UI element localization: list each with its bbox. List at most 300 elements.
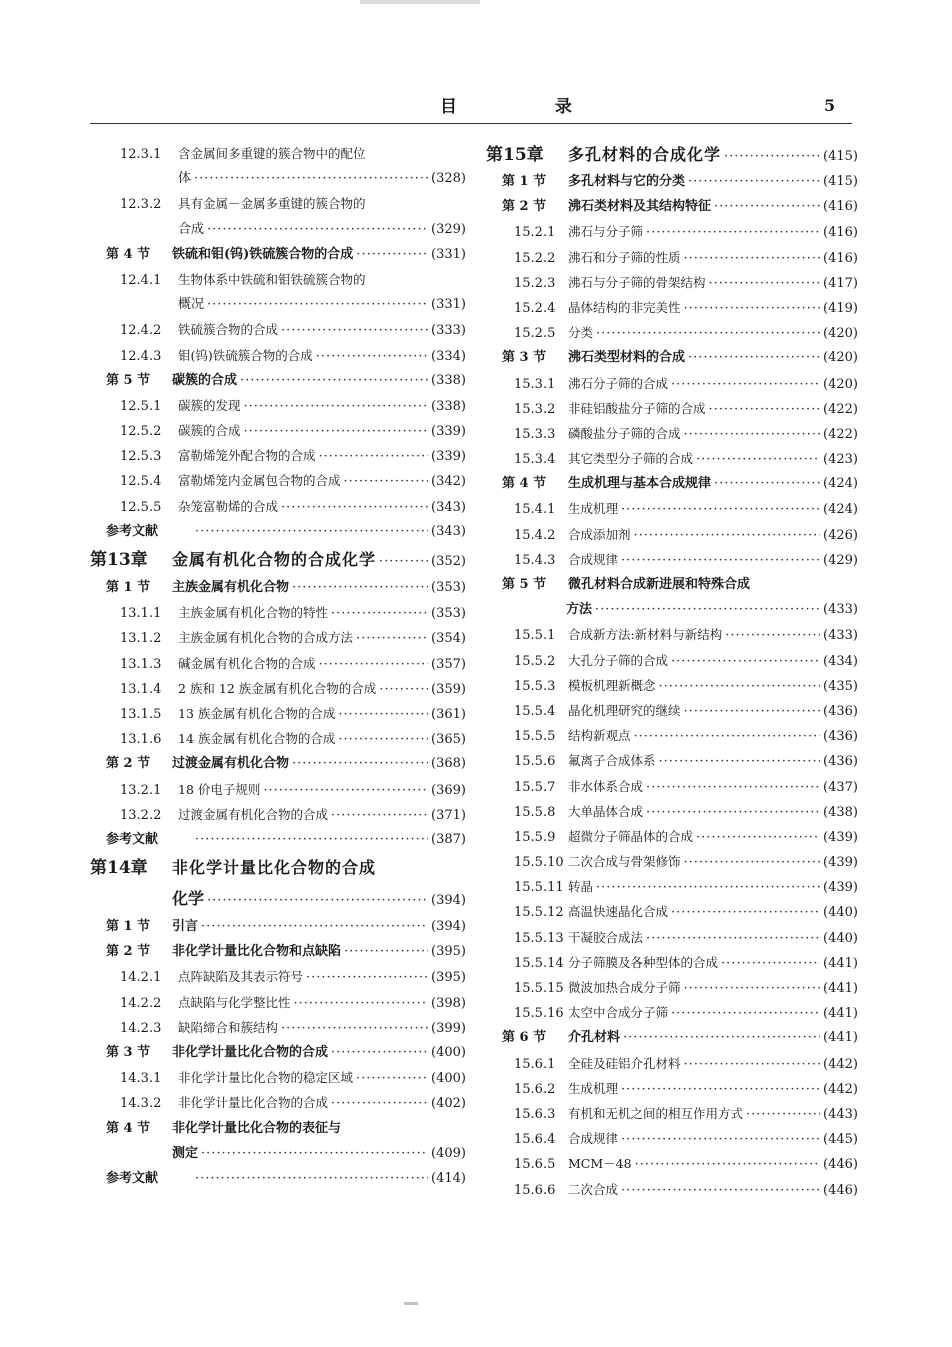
toc-entry-page: (417) [823, 275, 858, 291]
toc-entry-number: 14.3.1 [120, 1071, 162, 1087]
toc-entry-number: 15.5.5 [514, 729, 556, 745]
toc-entry-number: 15.6.1 [514, 1056, 556, 1072]
toc-entry [486, 572, 858, 597]
toc-entry-number: 第 1 节 [502, 174, 547, 189]
toc-entry-number: 15.2.5 [514, 326, 556, 342]
dot-leader [356, 1066, 428, 1091]
toc-entry-title: 高温快速晶化合成 [568, 904, 669, 920]
toc-entry-number: 12.3.1 [120, 147, 162, 162]
toc-entry-page: (354) [431, 631, 466, 647]
dot-leader [338, 727, 428, 752]
toc-entry-title: 生物体系中铁硫和钼铁硫簇合物的 [178, 271, 366, 287]
toc-entry-page: (433) [823, 602, 858, 618]
toc-entry-page: (420) [823, 350, 858, 366]
toc-entry-number: 15.5.11 [514, 880, 564, 896]
toc-entry-page: (394) [431, 919, 466, 935]
toc-entry-title: 晶化机理研究的继续 [568, 702, 681, 718]
toc-entry-number: 15.5.6 [514, 754, 556, 770]
dot-leader [356, 242, 428, 267]
toc-entry-page: (438) [823, 804, 858, 820]
toc-entry-title: 体 [178, 171, 192, 187]
toc-entry-title: 太空中合成分子筛 [568, 1005, 669, 1021]
toc-entry [90, 726, 466, 751]
toc-left-column [90, 141, 466, 1191]
toc-entry [90, 990, 466, 1015]
toc-entry-title: 碳簇的合成 [178, 423, 241, 439]
dot-leader [595, 597, 820, 622]
toc-entry [486, 799, 858, 824]
dot-leader [331, 1040, 428, 1065]
dot-leader [671, 1001, 820, 1026]
toc-entry-page: (419) [823, 300, 858, 316]
dot-leader [195, 1166, 428, 1191]
toc-entry [90, 651, 466, 676]
toc-entry-number: 12.5.5 [120, 499, 162, 515]
toc-entry-title: 沸石类型材料的合成 [568, 350, 686, 366]
toc-entry-title: 过渡金属有机化合物的合成 [178, 806, 329, 822]
toc-entry-title: 非化学计量比化合物的合成 [172, 1045, 329, 1060]
dot-leader [344, 469, 429, 494]
toc-entry-page: (414) [431, 1170, 466, 1186]
toc-entry-number: 12.5.4 [120, 474, 162, 490]
dot-leader [696, 825, 820, 850]
toc-entry [90, 242, 466, 267]
toc-entry [486, 698, 858, 723]
toc-entry-page: (398) [431, 995, 466, 1011]
toc-entry-title: 概况 [178, 297, 205, 313]
toc-entry-number: 15.3.4 [514, 452, 556, 468]
dot-leader [319, 652, 429, 677]
toc-entry-title: 富勒烯笼外配合物的合成 [178, 448, 316, 464]
dot-leader [724, 143, 820, 171]
toc-entry-number: 15.5.8 [514, 804, 556, 820]
toc-entry-title: 铁硫簇合物的合成 [178, 322, 279, 338]
toc-entry-title: 合成规律 [568, 1131, 619, 1147]
toc-entry-page: (424) [823, 476, 858, 492]
toc-entry-number: 15.4.1 [514, 502, 556, 518]
toc-entry [90, 292, 466, 317]
toc-entry-number: 13.2.1 [120, 782, 162, 798]
toc-entry-page: (399) [431, 1020, 466, 1036]
dot-leader [319, 444, 429, 469]
toc-entry-title: 主族金属有机化合物 [172, 580, 290, 595]
toc-entry-title: 点阵缺陷及其表示符号 [178, 969, 304, 985]
toc-entry-title: 分子筛膜及各种型体的合成 [568, 954, 719, 970]
toc-entry-page: (394) [431, 893, 466, 909]
toc-entry-title: 金属有机化合物的合成化学 [172, 550, 377, 569]
toc-entry-title: 非化学计量比化合物的表征与 [172, 1120, 342, 1136]
toc-entry-title: 合成 [178, 221, 205, 237]
toc-entry [90, 468, 466, 493]
dot-leader [621, 497, 820, 522]
toc-entry-page: (338) [431, 372, 466, 388]
toc-entry-title: 生成机理 [568, 501, 619, 517]
dot-leader [281, 1016, 428, 1041]
toc-entry [90, 191, 466, 216]
toc-entry [486, 673, 858, 698]
dot-leader [207, 292, 428, 317]
toc-entry-title: 其它类型分子筛的合成 [568, 451, 694, 467]
dot-leader [646, 800, 820, 825]
toc-entry-number: 12.4.1 [120, 272, 162, 288]
toc-entry-number: 15.5.10 [514, 855, 564, 871]
toc-entry-title: 过渡金属有机化合物 [172, 756, 290, 772]
toc-entry [486, 141, 858, 169]
toc-entry-page: (395) [431, 970, 466, 986]
toc-entry [90, 939, 466, 964]
toc-entry-title: 介孔材料 [568, 1030, 621, 1046]
toc-entry-title: 钼(钨)铁硫簇合物的合成 [178, 347, 313, 363]
toc-entry [486, 723, 858, 748]
dot-leader [292, 575, 428, 600]
toc-entry-title: 13 族金属有机化合物的合成 [178, 705, 336, 721]
toc-entry-number: 15.6.2 [514, 1081, 556, 1097]
toc-entry-page: (331) [431, 246, 466, 262]
toc-entry-title: 合成规律 [568, 551, 619, 567]
toc-entry [486, 421, 858, 446]
dot-leader [240, 368, 428, 393]
toc-entry-number: 13.1.5 [120, 706, 162, 722]
toc-entry [486, 975, 858, 1000]
toc-entry-title: 非化学计量比化合物的稳定区域 [178, 1070, 354, 1086]
toc-entry-number: 第 2 节 [106, 944, 151, 960]
toc-entry [486, 1177, 858, 1202]
toc-entry-number: 15.3.3 [514, 426, 556, 442]
toc-entry [90, 1040, 466, 1065]
dot-leader [379, 677, 428, 702]
dot-leader [688, 345, 820, 370]
dot-leader [709, 397, 821, 422]
toc-entry-page: (338) [431, 398, 466, 414]
dot-leader [207, 217, 428, 242]
toc-entry-number: 15.3.1 [514, 376, 556, 392]
toc-entry-page: (400) [431, 1045, 466, 1060]
toc-entry-number: 第14章 [90, 858, 148, 879]
toc-entry-number: 第 3 节 [106, 1045, 151, 1060]
toc-entry-page: (429) [823, 552, 858, 568]
dot-leader [646, 926, 820, 951]
toc-entry-page: (435) [823, 678, 858, 694]
toc-entry-page: (436) [823, 703, 858, 719]
toc-entry-page: (420) [823, 376, 858, 392]
toc-entry [486, 1101, 858, 1126]
toc-entry-page: (436) [823, 729, 858, 745]
dot-leader [331, 1091, 428, 1116]
toc-entry [90, 883, 466, 914]
toc-entry-page: (439) [823, 829, 858, 845]
toc-entry-number: 15.2.3 [514, 275, 556, 291]
toc-entry-number: 15.5.4 [514, 703, 556, 719]
toc-entry-title: 碱金属有机化合物的合成 [178, 655, 316, 671]
toc-entry-page: (442) [823, 1056, 858, 1072]
dot-leader [331, 601, 428, 626]
toc-entry-page: (339) [431, 424, 466, 440]
toc-entry-number: 第 3 节 [502, 350, 547, 366]
toc-entry-title: 干凝胶合成法 [568, 929, 644, 945]
toc-entry-number: 第 4 节 [106, 1120, 151, 1136]
toc-entry-page: (387) [431, 831, 466, 847]
dot-leader [195, 519, 428, 544]
dot-leader [194, 166, 428, 191]
toc-entry [90, 964, 466, 989]
toc-entry-title: 非化学计量比化合物的合成 [172, 858, 377, 878]
toc-entry [90, 418, 466, 443]
toc-entry-page: (441) [823, 955, 858, 971]
toc-entry-page: (416) [823, 250, 858, 266]
dot-leader [659, 674, 821, 699]
toc-entry-number: 15.5.9 [514, 829, 556, 845]
dot-leader [671, 900, 820, 925]
toc-entry-title: 沸石分子筛的合成 [568, 375, 669, 391]
toc-entry [486, 295, 858, 320]
dot-leader [292, 751, 428, 776]
dot-leader [635, 1152, 820, 1177]
toc-entry-title: 富勒烯笼内金属包合物的合成 [178, 473, 341, 489]
toc-entry [90, 751, 466, 776]
toc-entry-number: 第 6 节 [502, 1030, 547, 1046]
toc-entry-title: 磷酸盐分子筛的合成 [568, 425, 681, 441]
toc-entry [90, 267, 466, 292]
dot-leader [331, 803, 428, 828]
toc-entry [90, 443, 466, 468]
toc-entry-title: 晶体结构的非完美性 [568, 299, 681, 315]
dot-leader [688, 169, 820, 194]
toc-entry-number: 13.1.3 [120, 656, 162, 672]
dot-leader [714, 194, 820, 219]
toc-entry-page: (402) [431, 1096, 466, 1112]
toc-entry-number: 15.5.15 [514, 981, 564, 996]
toc-entry-number: 14.2.1 [120, 970, 162, 986]
toc-entry-page: (443) [823, 1106, 858, 1122]
toc-entry [90, 1116, 466, 1141]
toc-entry-title: 含金属间多重键的簇合物中的配位 [178, 146, 366, 161]
toc-entry-page: (434) [823, 653, 858, 669]
toc-entry [90, 1141, 466, 1166]
page-title: 目 录 [440, 97, 618, 117]
toc-entry-number: 15.4.3 [514, 552, 556, 568]
toc-entry-title: 方法 [566, 602, 593, 618]
toc-entry-title: 超微分子筛晶体的合成 [568, 828, 694, 844]
toc-entry [90, 575, 466, 600]
toc-entry-page: (441) [823, 1006, 858, 1022]
toc-entry [486, 496, 858, 521]
scan-artifact [360, 0, 480, 4]
toc-entry-title: 转晶 [568, 879, 594, 895]
toc-entry-title: 非水体系合成 [568, 778, 644, 794]
toc-entry [486, 345, 858, 370]
toc-entry-number: 13.1.2 [120, 631, 162, 647]
dot-leader [621, 1127, 820, 1152]
toc-entry-number: 15.6.3 [514, 1106, 556, 1122]
toc-entry-number: 第 2 节 [106, 756, 151, 772]
toc-entry-number: 13.1.1 [120, 606, 162, 622]
toc-entry-page: (352) [431, 554, 466, 569]
toc-entry [90, 676, 466, 701]
toc-entry-title: 杂笼富勒烯的合成 [178, 498, 279, 514]
toc-entry [90, 368, 466, 393]
toc-entry [486, 774, 858, 799]
toc-entry-page: (329) [431, 221, 466, 237]
toc-entry-page: (331) [431, 297, 466, 313]
toc-entry-page: (334) [431, 348, 466, 364]
toc-entry-page: (400) [431, 1071, 466, 1087]
dot-leader [207, 885, 428, 916]
toc-entry-title: 沸石类材料及其结构特征 [568, 199, 712, 215]
dot-leader [201, 1141, 428, 1166]
toc-entry-title: 具有金属－金属多重键的簇合物的 [178, 196, 366, 212]
toc-entry [90, 519, 466, 544]
toc-entry-number: 15.5.12 [514, 905, 564, 921]
toc-entry-title: 合成新方法:新材料与新结构 [568, 627, 723, 643]
toc-entry-page: (442) [823, 1081, 858, 1097]
toc-entry-number: 15.5.7 [514, 779, 556, 795]
dot-leader [671, 372, 820, 397]
toc-entry-number: 参考文献 [106, 523, 159, 539]
dot-leader [195, 827, 428, 852]
toc-entry-number: 15.5.13 [514, 930, 564, 946]
toc-entry-number: 第15章 [486, 145, 544, 165]
toc-entry-number: 15.6.4 [514, 1132, 556, 1148]
toc-entry-number: 15.3.2 [514, 401, 556, 417]
dot-leader [316, 344, 428, 369]
toc-entry-page: (339) [431, 449, 466, 465]
toc-entry-page: (433) [823, 628, 858, 644]
toc-entry-title: 多孔材料与它的分类 [568, 174, 686, 189]
toc-entry-page: (441) [823, 1030, 858, 1046]
toc-entry-page: (437) [823, 779, 858, 795]
toc-entry-page: (353) [431, 580, 466, 595]
toc-entry [486, 899, 858, 924]
toc-entry-title: 模板机理新概念 [568, 677, 656, 693]
toc-entry-number: 15.5.1 [514, 628, 556, 644]
toc-entry-page: (440) [823, 905, 858, 921]
toc-entry-page: (342) [431, 474, 466, 490]
page-number: 5 [824, 96, 836, 115]
toc-entry-number: 12.5.3 [120, 449, 162, 465]
toc-entry [486, 597, 858, 622]
toc-entry [90, 393, 466, 418]
toc-entry-number: 第 2 节 [502, 199, 547, 215]
toc-entry-title: 18 价电子规则 [178, 781, 261, 797]
toc-entry [90, 777, 466, 802]
toc-entry-title: 结构新观点 [568, 728, 631, 744]
toc-entry-title: 分类 [568, 325, 594, 341]
toc-entry [486, 522, 858, 547]
toc-entry-title: 测定 [172, 1145, 199, 1161]
dot-leader [684, 246, 821, 271]
toc-entry-number: 12.5.2 [120, 424, 162, 440]
toc-entry [90, 914, 466, 939]
toc-entry-title: 有机和无机之间的相互作用方式 [568, 1105, 744, 1121]
toc-entry-page: (423) [823, 452, 858, 468]
toc-entry-number: 15.2.4 [514, 300, 556, 316]
toc-entry-page: (343) [431, 499, 466, 515]
dot-leader [596, 321, 820, 346]
toc-entry [486, 446, 858, 471]
toc-entry [486, 245, 858, 270]
toc-entry-title: 化学 [172, 889, 205, 909]
toc-entry-page: (353) [431, 606, 466, 622]
toc-entry-number: 15.2.1 [514, 225, 556, 241]
toc-entry-page: (416) [823, 199, 858, 215]
toc-entry-title: 碳簇的合成 [172, 372, 238, 388]
toc-entry-number: 第 4 节 [106, 246, 151, 262]
toc-entry [90, 827, 466, 852]
toc-entry-title: 生成机理 [568, 1080, 619, 1096]
toc-entry-title: 氟离子合成体系 [568, 753, 656, 769]
toc-entry-page: (445) [823, 1132, 858, 1148]
toc-entry [90, 1166, 466, 1191]
toc-entry [486, 622, 858, 647]
toc-entry [90, 802, 466, 827]
toc-entry [486, 547, 858, 572]
toc-entry-page: (422) [823, 401, 858, 417]
toc-entry-page: (361) [431, 706, 466, 722]
scan-artifact [404, 1302, 418, 1305]
toc-entry [90, 166, 466, 191]
toc-entry [90, 544, 466, 575]
toc-entry [486, 849, 858, 874]
toc-entry-page: (359) [431, 681, 466, 697]
dot-leader [621, 1077, 820, 1102]
toc-entry-title: 多孔材料的合成化学 [568, 145, 722, 164]
toc-entry [90, 217, 466, 242]
dot-leader [646, 775, 820, 800]
toc-entry-page: (343) [431, 523, 466, 539]
toc-entry-title: 二次合成与骨架修饰 [568, 854, 681, 870]
toc-entry [486, 648, 858, 673]
dot-leader [684, 296, 821, 321]
toc-entry-title: MCM－48 [568, 1156, 632, 1172]
dot-leader [281, 495, 428, 520]
toc-entry-title: 14 族金属有机化合物的合成 [178, 731, 336, 747]
toc-entry-page: (416) [823, 225, 858, 241]
toc-entry-title: 点缺陷与化学整比性 [178, 994, 291, 1010]
toc-entry-page: (426) [823, 527, 858, 543]
dot-leader [634, 523, 821, 548]
toc-entry-page: (357) [431, 656, 466, 672]
toc-entry-number: 15.5.3 [514, 678, 556, 694]
toc-entry-page: (446) [823, 1182, 858, 1198]
toc-entry-page: (440) [823, 930, 858, 946]
header-rule [90, 123, 852, 124]
dot-leader [714, 471, 820, 496]
toc-entry [486, 874, 858, 899]
toc-entry [486, 1076, 858, 1101]
toc-entry-title: 铁硫和钼(钨)铁硫簇合物的合成 [172, 246, 354, 262]
toc-entry-number: 14.3.2 [120, 1096, 162, 1112]
toc-entry-number: 第 5 节 [502, 577, 547, 592]
dot-leader [244, 419, 429, 444]
toc-entry [486, 1126, 858, 1151]
toc-entry [90, 600, 466, 625]
toc-entry [90, 1065, 466, 1090]
toc-entry [486, 925, 858, 950]
dot-leader [671, 649, 820, 674]
toc-entry [486, 824, 858, 849]
toc-entry-page: (422) [823, 426, 858, 442]
dot-leader [646, 220, 820, 245]
toc-entry [486, 1025, 858, 1050]
dot-leader [684, 976, 821, 1001]
toc-entry [486, 396, 858, 421]
toc-entry-title: 非硅铝酸盐分子筛的合成 [568, 400, 706, 416]
toc-entry-title: 非化学计量比化合物的合成 [178, 1095, 329, 1111]
toc-entry-number: 12.4.2 [120, 323, 162, 339]
toc-entry-number: 第 1 节 [106, 919, 151, 935]
toc-entry-number: 14.2.3 [120, 1020, 162, 1036]
toc-entry [486, 270, 858, 295]
